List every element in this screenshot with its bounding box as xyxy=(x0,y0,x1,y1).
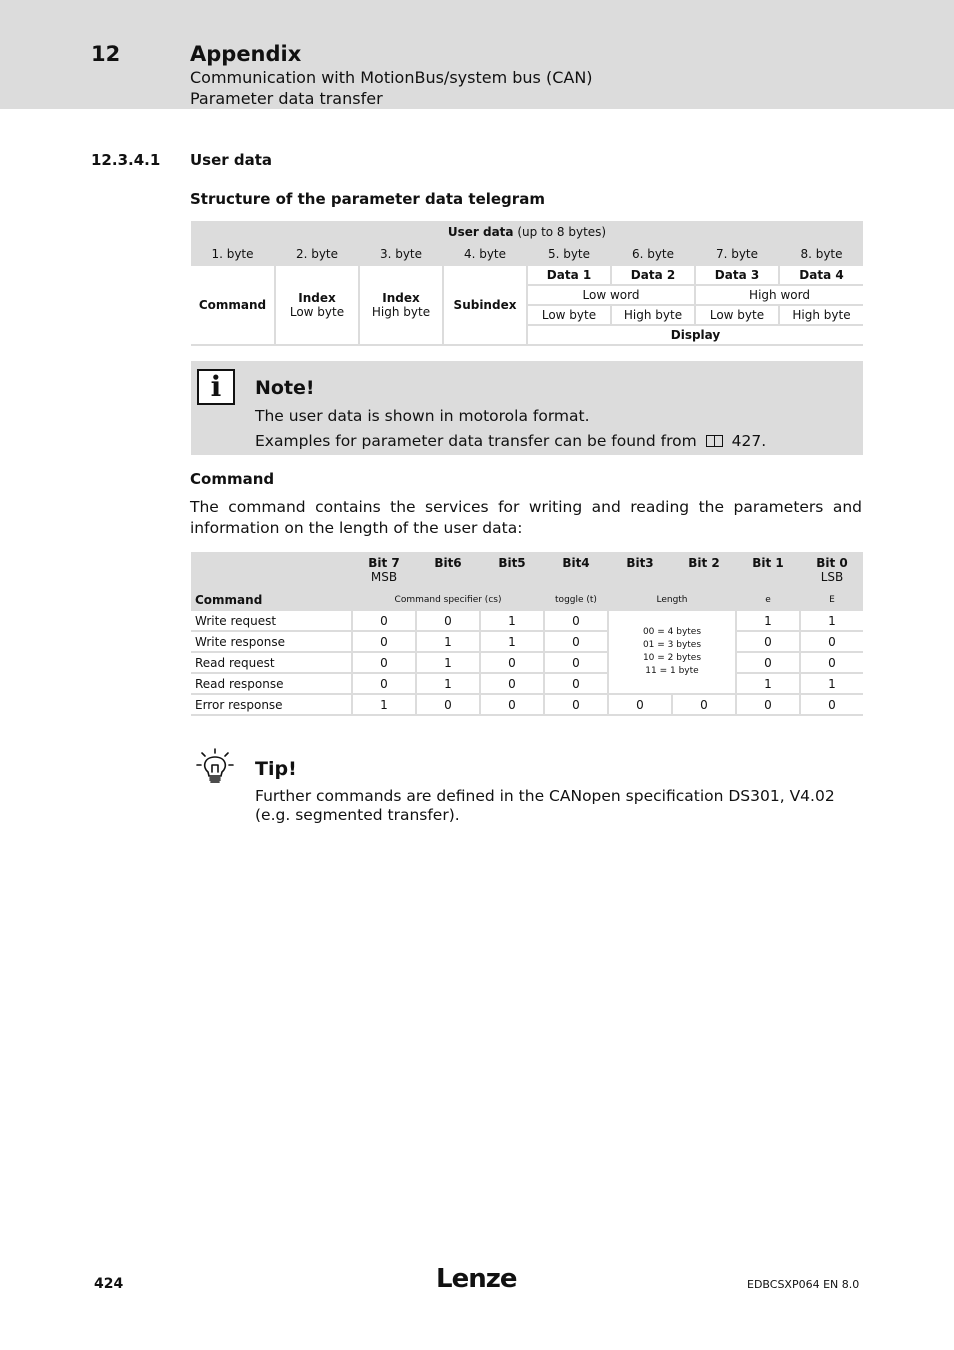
table-row xyxy=(191,694,863,715)
cell: 0 xyxy=(352,673,416,694)
word-byte-cell: Low byte xyxy=(527,305,611,325)
bit-header: Bit4 xyxy=(544,552,608,590)
cell: 0 xyxy=(480,652,544,673)
cell: 0 xyxy=(416,694,480,715)
cell: 0 xyxy=(480,694,544,715)
telegram-title: User data (up to 8 bytes) xyxy=(191,221,863,243)
cell: 1 xyxy=(416,673,480,694)
display-cell: Display xyxy=(527,325,863,345)
cell: 0 xyxy=(544,610,608,631)
data-label: Data 3 xyxy=(695,265,779,285)
cell: 1 xyxy=(736,610,800,631)
row-label: Write response xyxy=(191,631,352,652)
subindex-cell: Subindex xyxy=(443,265,527,345)
lightbulb-icon xyxy=(196,748,234,786)
page-number: 424 xyxy=(94,1276,124,1292)
cell: 0 xyxy=(352,652,416,673)
e-group: e xyxy=(736,590,800,610)
section-title: User data xyxy=(190,151,273,169)
cell: 0 xyxy=(800,631,863,652)
cell: 1 xyxy=(800,673,863,694)
cell: 0 xyxy=(544,631,608,652)
info-icon: i xyxy=(197,369,235,405)
word-byte-cell: High byte xyxy=(611,305,695,325)
high-word-cell: High word xyxy=(695,285,863,305)
chapter-title: Appendix xyxy=(190,42,302,66)
data-label: Data 4 xyxy=(779,265,863,285)
bit-header: Bit 1 xyxy=(736,552,800,590)
cell: 1 xyxy=(416,631,480,652)
table-row xyxy=(191,610,863,631)
section-number: 12.3.4.1 xyxy=(91,151,161,169)
byte-label: 7. byte xyxy=(695,243,779,265)
lenze-logo: Lenze xyxy=(436,1264,517,1294)
data-label: Data 2 xyxy=(611,265,695,285)
cell: 0 xyxy=(544,673,608,694)
bit-header: Bit3 xyxy=(608,552,672,590)
data-label: Data 1 xyxy=(527,265,611,285)
index-low-cell: Index Low byte xyxy=(275,265,359,345)
row-label: Read request xyxy=(191,652,352,673)
cell: 0 xyxy=(480,673,544,694)
header-subtitle-2: Parameter data transfer xyxy=(190,89,383,108)
page-reference[interactable]: 427. xyxy=(731,432,767,450)
byte-label: 6. byte xyxy=(611,243,695,265)
note-box xyxy=(191,361,863,455)
note-line-1: The user data is shown in motorola format. xyxy=(255,407,590,425)
cell: 0 xyxy=(736,694,800,715)
command-paragraph: The command contains the services for writing and reading the parameters and information on the length of the user data: xyxy=(190,498,862,537)
telegram-table xyxy=(191,221,863,346)
low-word-cell: Low word xyxy=(527,285,695,305)
table-row xyxy=(191,652,863,673)
byte-label: 4. byte xyxy=(443,243,527,265)
cell: 0 xyxy=(544,652,608,673)
row-label: Read response xyxy=(191,673,352,694)
command-corner: Command xyxy=(191,552,352,610)
command-table xyxy=(191,552,863,716)
document-reference: EDBCSXP064 EN 8.0 xyxy=(747,1278,860,1291)
note-title: Note! xyxy=(255,377,315,399)
row-label: Write request xyxy=(191,610,352,631)
cell: 0 xyxy=(672,694,736,715)
word-byte-cell: High byte xyxy=(779,305,863,325)
cell: 0 xyxy=(736,631,800,652)
cell: 1 xyxy=(352,694,416,715)
book-icon xyxy=(706,435,723,447)
structure-heading: Structure of the parameter data telegram xyxy=(190,190,545,208)
cell: 0 xyxy=(352,631,416,652)
word-byte-cell: Low byte xyxy=(695,305,779,325)
cell: 1 xyxy=(416,652,480,673)
cell: 0 xyxy=(352,610,416,631)
index-high-cell: Index High byte xyxy=(359,265,443,345)
chapter-number: 12 xyxy=(91,42,121,66)
row-label: Error response xyxy=(191,694,352,715)
bit-header: Bit 7 MSB xyxy=(352,552,416,590)
bit-header: Bit 0 LSB xyxy=(800,552,863,590)
bit-header: Bit6 xyxy=(416,552,480,590)
byte-row xyxy=(191,243,863,265)
byte-label: 2. byte xyxy=(275,243,359,265)
cell: 0 xyxy=(608,694,672,715)
cell: 1 xyxy=(800,610,863,631)
command-specifier-group: Command specifier (cs) xyxy=(352,590,544,610)
page-header xyxy=(0,0,954,109)
cell: 0 xyxy=(416,610,480,631)
bit-header: Bit 2 xyxy=(672,552,736,590)
byte-label: 5. byte xyxy=(527,243,611,265)
cell: 0 xyxy=(736,652,800,673)
cell: 1 xyxy=(736,673,800,694)
tip-title: Tip! xyxy=(255,758,297,780)
note-line-2: Examples for parameter data transfer can be found from 427. xyxy=(255,432,767,450)
byte-label: 1. byte xyxy=(191,243,275,265)
bit-header: Bit5 xyxy=(480,552,544,590)
command-heading: Command xyxy=(190,470,275,488)
header-subtitle-1: Communication with MotionBus/system bus (CAN) xyxy=(190,68,593,87)
E-group: E xyxy=(800,590,863,610)
cell: 0 xyxy=(544,694,608,715)
table-row xyxy=(191,631,863,652)
length-legend: 00 = 4 bytes 01 = 3 bytes 10 = 2 bytes 11 = 1 byte xyxy=(608,610,736,694)
byte-label: 8. byte xyxy=(779,243,863,265)
length-group: Length xyxy=(608,590,736,610)
tip-text: Further commands are defined in the CANopen specification DS301, V4.02 (e.g. segmented transfer). xyxy=(255,787,835,824)
cell: 1 xyxy=(480,610,544,631)
toggle-group: toggle (t) xyxy=(544,590,608,610)
cell: 0 xyxy=(800,652,863,673)
cell: 1 xyxy=(480,631,544,652)
cell: 0 xyxy=(800,694,863,715)
byte-label: 3. byte xyxy=(359,243,443,265)
command-cell: Command xyxy=(191,265,275,345)
table-row xyxy=(191,673,863,694)
